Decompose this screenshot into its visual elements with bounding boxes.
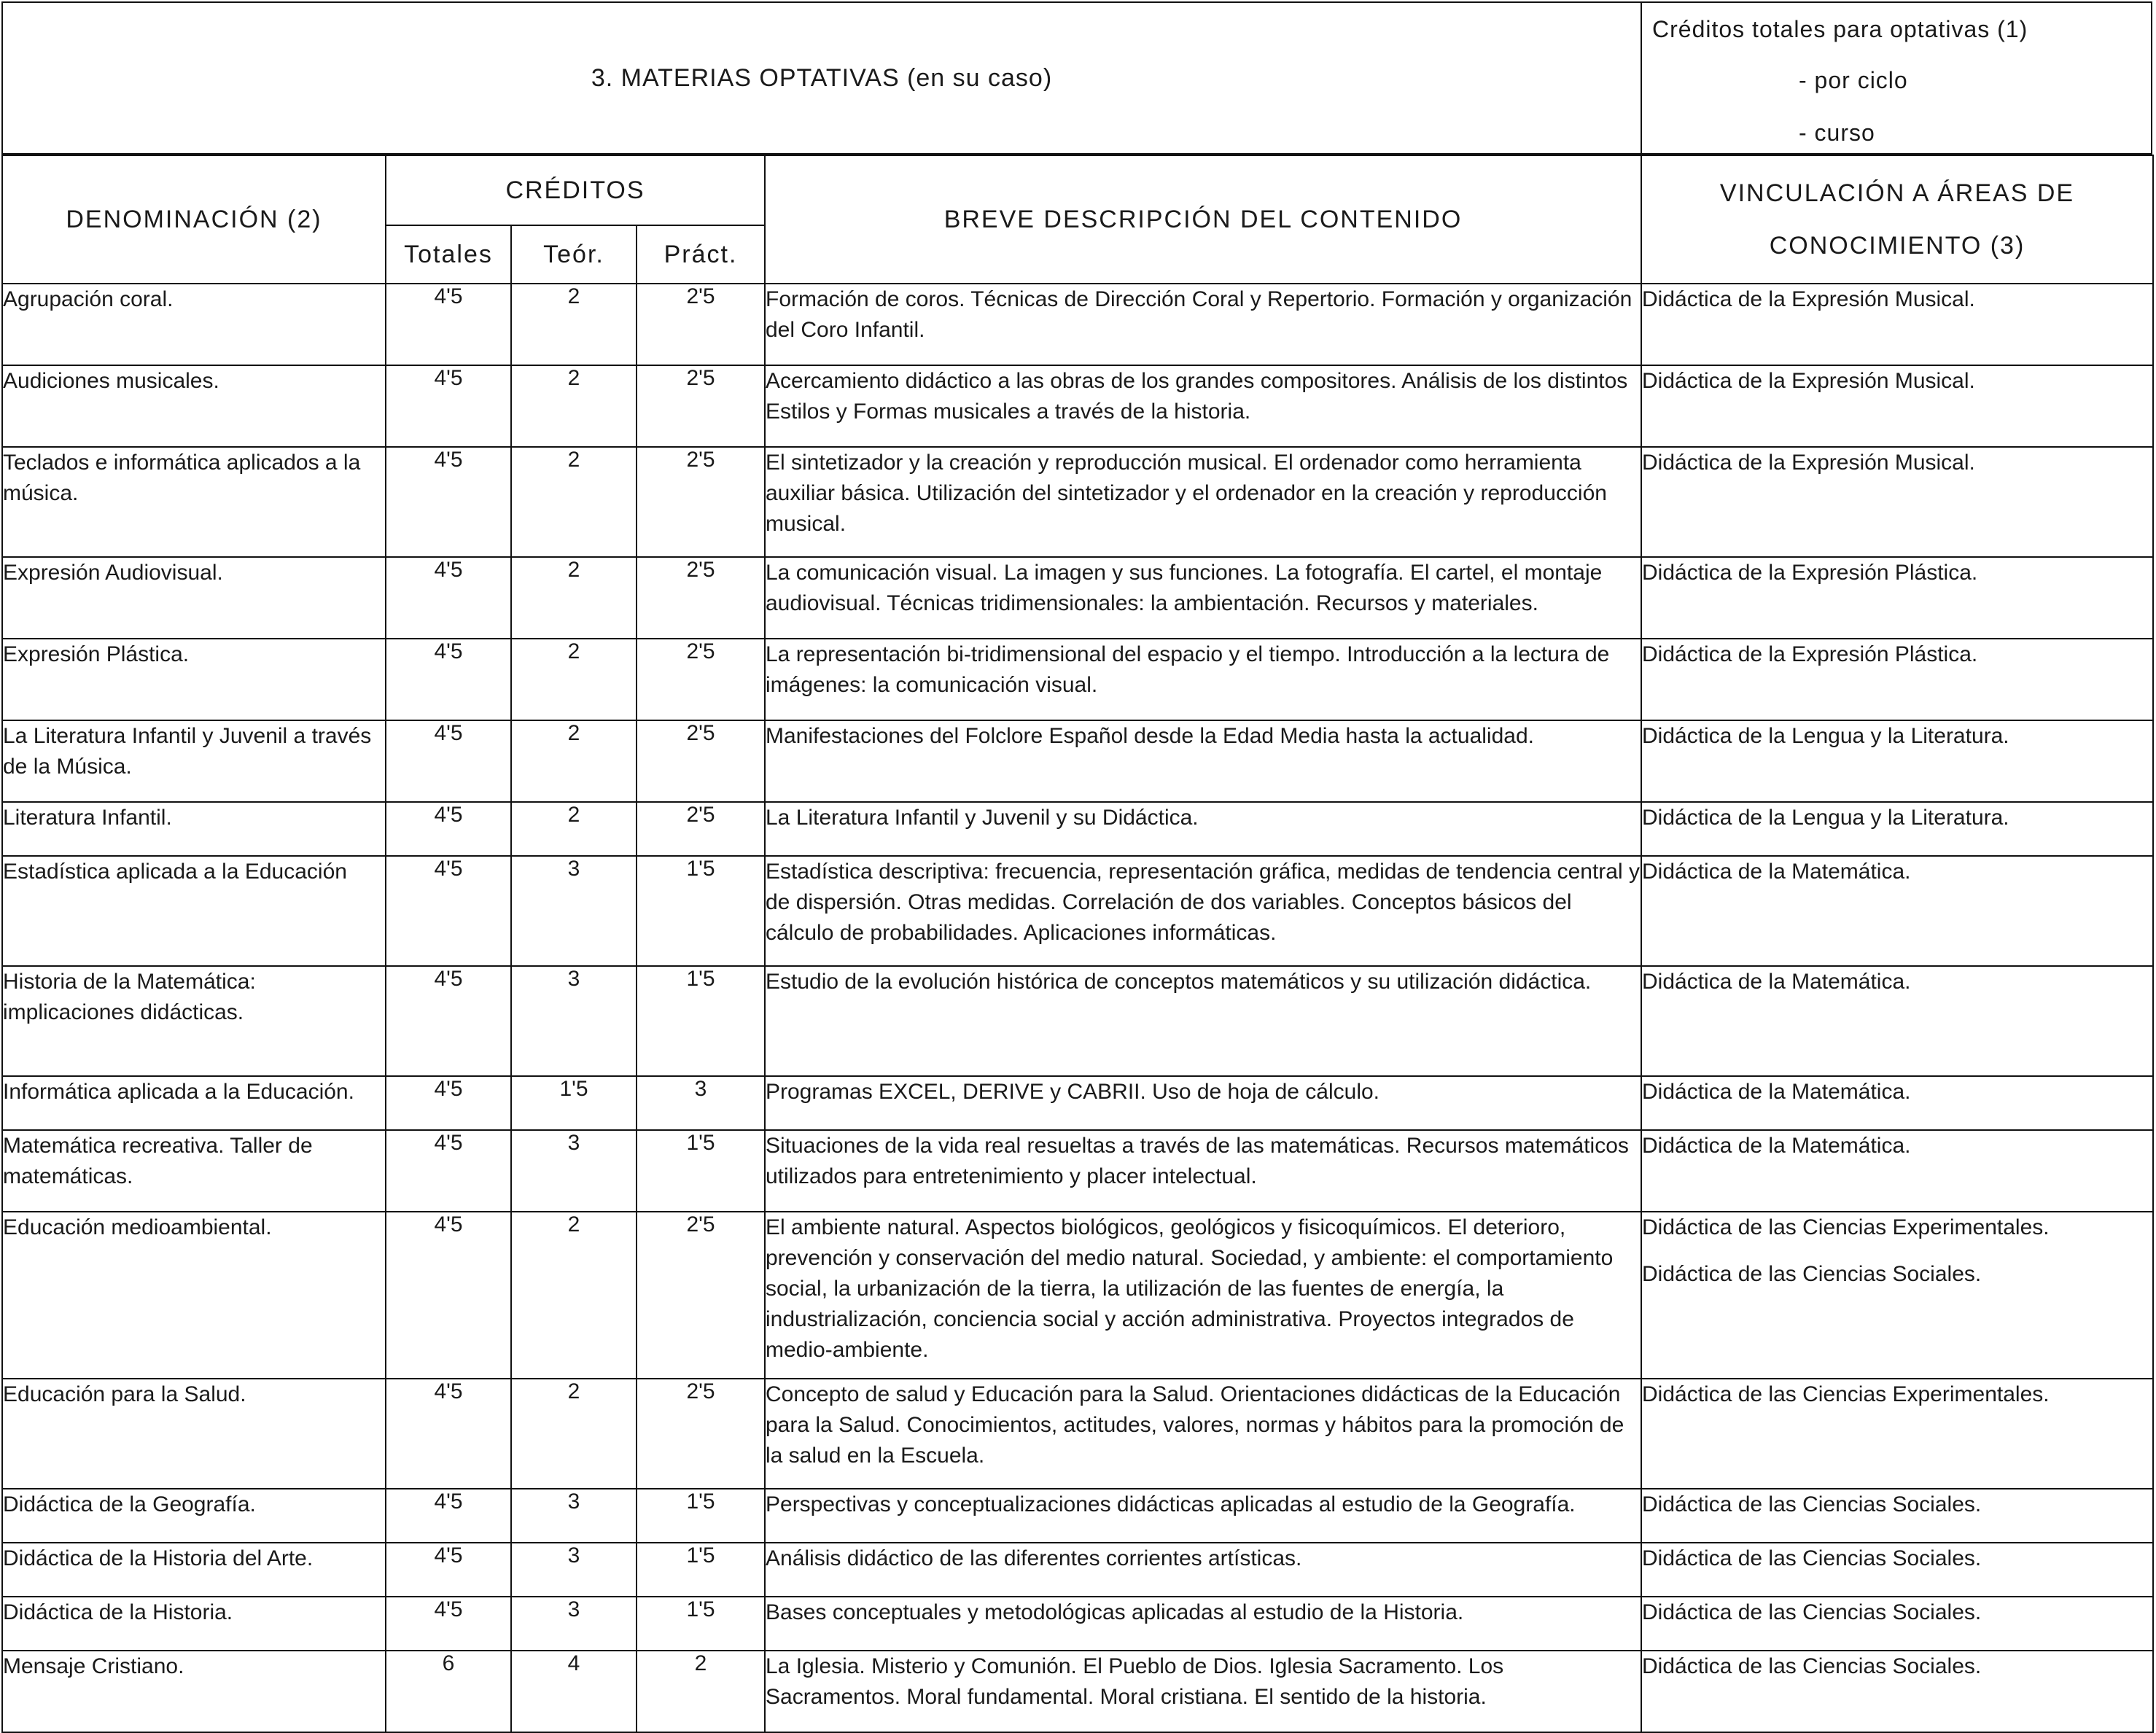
- knowledge-areas: [1641, 1543, 2153, 1597]
- subject-name: Historia de la Matemática: implicaciones didácticas.: [2, 966, 386, 1076]
- subject-name: Teclados e informática aplicados a la música.: [2, 447, 386, 557]
- credits-practice: 2'5: [637, 284, 765, 365]
- content-description: Bases conceptuales y metodológicas aplicadas al estudio de la Historia.: [765, 1597, 1641, 1651]
- table-row: [2, 639, 2153, 720]
- knowledge-areas: [1641, 856, 2153, 966]
- knowledge-area: Didáctica de la Matemática.: [1642, 1080, 1911, 1104]
- credits-practice: 1'5: [637, 966, 765, 1076]
- knowledge-areas: [1641, 557, 2153, 639]
- credits-total: 4'5: [386, 720, 511, 802]
- credits-theory: 3: [511, 856, 637, 966]
- subject-name: Mensaje Cristiano.: [2, 1651, 386, 1732]
- credits-theory: 2: [511, 639, 637, 720]
- credits-per-course: - curso: [1799, 120, 1875, 146]
- table-row: [2, 1597, 2153, 1651]
- table-row: [2, 365, 2153, 447]
- col-header-denominacion: DENOMINACIÓN (2): [2, 155, 386, 284]
- credits-practice: 1'5: [637, 1543, 765, 1597]
- table-row: [2, 557, 2153, 639]
- subject-name: La Literatura Infantil y Juvenil a través de la Música.: [2, 720, 386, 802]
- knowledge-areas: [1641, 447, 2153, 557]
- content-description: Análisis didáctico de las diferentes corrientes artísticas.: [765, 1543, 1641, 1597]
- table-row: [2, 1212, 2153, 1379]
- credits-practice: 2'5: [637, 557, 765, 639]
- knowledge-area: Didáctica de la Matemática.: [1642, 1134, 1911, 1158]
- credits-practice: 2'5: [637, 720, 765, 802]
- table-row: [2, 1130, 2153, 1212]
- table-row: [2, 1076, 2153, 1130]
- table-row: [2, 1489, 2153, 1543]
- knowledge-area: Didáctica de la Lengua y la Literatura.: [1642, 806, 2009, 830]
- content-description: Estadística descriptiva: frecuencia, representación gráfica, medidas de tendencia central y de dispersión. Otras medidas. Correlación de dos variables. Conceptos básicos del cálculo de probabilidades. Aplicaciones informáticas.: [765, 856, 1641, 966]
- table-row: [2, 284, 2153, 365]
- knowledge-area: Didáctica de la Expresión Musical.: [1642, 451, 1975, 475]
- credits-theory: 3: [511, 1597, 637, 1651]
- credits-practice: 1'5: [637, 1597, 765, 1651]
- knowledge-areas: [1641, 1130, 2153, 1212]
- knowledge-area: Didáctica de la Expresión Plástica.: [1642, 561, 1978, 585]
- credits-theory: 2: [511, 447, 637, 557]
- knowledge-area: Didáctica de las Ciencias Sociales.: [1642, 1492, 1982, 1516]
- credits-total: 4'5: [386, 1076, 511, 1130]
- vinculacion-line-1: VINCULACIÓN A ÁREAS DE: [1719, 179, 2075, 207]
- knowledge-areas: [1641, 1597, 2153, 1651]
- credits-total: 4'5: [386, 1543, 511, 1597]
- knowledge-area: Didáctica de las Ciencias Experimentales.: [1642, 1382, 2050, 1406]
- credits-theory: 2: [511, 1212, 637, 1379]
- credits-theory: 2: [511, 720, 637, 802]
- credits-total: 4'5: [386, 966, 511, 1076]
- content-description: La representación bi-tridimensional del espacio y el tiempo. Introducción a la lectura de imágenes: la comunicación visual.: [765, 639, 1641, 720]
- credits-theory: 2: [511, 802, 637, 856]
- col-header-totales: Totales: [386, 225, 511, 284]
- subject-name: Agrupación coral.: [2, 284, 386, 365]
- knowledge-area: Didáctica de las Ciencias Sociales.: [1642, 1600, 1982, 1624]
- knowledge-area: Didáctica de la Lengua y la Literatura.: [1642, 724, 2009, 748]
- content-description: Acercamiento didáctico a las obras de los grandes compositores. Análisis de los distintos Estilos y Formas musicales a través de la historia.: [765, 365, 1641, 447]
- subject-name: Didáctica de la Historia.: [2, 1597, 386, 1651]
- credits-practice: 1'5: [637, 1489, 765, 1543]
- credits-total: 4'5: [386, 365, 511, 447]
- content-description: La comunicación visual. La imagen y sus funciones. La fotografía. El cartel, el montaje audiovisual. Técnicas tridimensionales: la ambientación. Recursos y materiales.: [765, 557, 1641, 639]
- knowledge-area: Didáctica de la Expresión Musical.: [1642, 287, 1975, 311]
- subject-name: Matemática recreativa. Taller de matemáticas.: [2, 1130, 386, 1212]
- subject-name: Informática aplicada a la Educación.: [2, 1076, 386, 1130]
- credits-total: 4'5: [386, 1130, 511, 1212]
- credits-theory: 3: [511, 1489, 637, 1543]
- table-row: [2, 856, 2153, 966]
- subject-name: Expresión Plástica.: [2, 639, 386, 720]
- credits-practice: 2'5: [637, 447, 765, 557]
- credits-theory: 3: [511, 1130, 637, 1212]
- subject-name: Didáctica de la Geografía.: [2, 1489, 386, 1543]
- knowledge-area: Didáctica de las Ciencias Sociales.: [1642, 1546, 1982, 1570]
- credits-total: 4'5: [386, 1379, 511, 1489]
- subject-name: Expresión Audiovisual.: [2, 557, 386, 639]
- table-body: [2, 284, 2153, 1732]
- credits-total: 4'5: [386, 284, 511, 365]
- vinculacion-line-2: CONOCIMIENTO (3): [1769, 232, 2025, 260]
- knowledge-area: Didáctica de las Ciencias Sociales.: [1642, 1654, 1982, 1678]
- subject-name: Educación medioambiental.: [2, 1212, 386, 1379]
- credits-practice: 2'5: [637, 1379, 765, 1489]
- col-header-creditos: CRÉDITOS: [386, 155, 765, 225]
- credits-total: 4'5: [386, 447, 511, 557]
- section-title: 3. MATERIAS OPTATIVAS (en su caso): [3, 3, 1642, 153]
- subject-name: Estadística aplicada a la Educación: [2, 856, 386, 966]
- credits-title: Créditos totales para optativas (1): [1652, 16, 2028, 42]
- subject-name: Educación para la Salud.: [2, 1379, 386, 1489]
- credits-total: 4'5: [386, 639, 511, 720]
- knowledge-areas: [1641, 1651, 2153, 1732]
- credits-total: 4'5: [386, 1489, 511, 1543]
- table-row: [2, 1651, 2153, 1732]
- knowledge-area: Didáctica de las Ciencias Sociales.: [1642, 1262, 1982, 1286]
- credits-total: 4'5: [386, 856, 511, 966]
- table-row: [2, 1379, 2153, 1489]
- credits-practice: 3: [637, 1076, 765, 1130]
- table-row: [2, 802, 2153, 856]
- credits-practice: 2'5: [637, 1212, 765, 1379]
- subject-name: Audiciones musicales.: [2, 365, 386, 447]
- subjects-table: [1, 155, 2154, 1733]
- col-header-descripcion: BREVE DESCRIPCIÓN DEL CONTENIDO: [765, 155, 1641, 284]
- knowledge-areas: [1641, 1379, 2153, 1489]
- table-row: [2, 720, 2153, 802]
- col-header-vinculacion: [1641, 155, 2153, 284]
- content-description: El sintetizador y la creación y reproducción musical. El ordenador como herramienta auxiliar básica. Utilización del sintetizador y el ordenador en la creación y reproducción musical.: [765, 447, 1641, 557]
- content-description: La Iglesia. Misterio y Comunión. El Pueblo de Dios. Iglesia Sacramento. Los Sacramentos. Moral fundamental. Moral cristiana. El sentido de la historia.: [765, 1651, 1641, 1732]
- subject-name: Didáctica de la Historia del Arte.: [2, 1543, 386, 1597]
- knowledge-areas: [1641, 1212, 2153, 1379]
- credits-theory: 2: [511, 557, 637, 639]
- table-row: [2, 966, 2153, 1076]
- content-description: Manifestaciones del Folclore Español desde la Edad Media hasta la actualidad.: [765, 720, 1641, 802]
- content-description: La Literatura Infantil y Juvenil y su Didáctica.: [765, 802, 1641, 856]
- col-header-teor: Teór.: [511, 225, 637, 284]
- credits-theory: 2: [511, 1379, 637, 1489]
- knowledge-area: Didáctica de la Expresión Plástica.: [1642, 642, 1978, 666]
- knowledge-areas: [1641, 1076, 2153, 1130]
- knowledge-area: Didáctica de la Expresión Musical.: [1642, 369, 1975, 393]
- content-description: Concepto de salud y Educación para la Salud. Orientaciones didácticas de la Educación para la Salud. Conocimientos, actitudes, valores, normas y hábitos para la promoción de la salud en la Escuela.: [765, 1379, 1641, 1489]
- credits-total: 4'5: [386, 1597, 511, 1651]
- credits-per-cycle: - por ciclo: [1799, 67, 1908, 93]
- content-description: El ambiente natural. Aspectos biológicos, geológicos y fisicoquímicos. El deterioro, prevención y conservación del medio natural. Sociedad, y ambiente: el comportamiento social, la urbanización de la tierra, la utilización de las fuentes de energía, la industrialización, conciencia social y acción administrativa. Proyectos integrados de medio-ambiente.: [765, 1212, 1641, 1379]
- table-row: [2, 1543, 2153, 1597]
- knowledge-area: Didáctica de la Matemática.: [1642, 860, 1911, 884]
- credits-theory: 2: [511, 284, 637, 365]
- content-description: Formación de coros. Técnicas de Dirección Coral y Repertorio. Formación y organización del Coro Infantil.: [765, 284, 1641, 365]
- subject-name: Literatura Infantil.: [2, 802, 386, 856]
- content-description: Situaciones de la vida real resueltas a través de las matemáticas. Recursos matemáticos utilizados para entretenimiento y placer intelectual.: [765, 1130, 1641, 1212]
- knowledge-areas: [1641, 1489, 2153, 1543]
- credits-practice: 1'5: [637, 1130, 765, 1212]
- knowledge-areas: [1641, 284, 2153, 365]
- credits-total: 4'5: [386, 802, 511, 856]
- total-credits-box: [1642, 3, 2151, 153]
- knowledge-areas: [1641, 365, 2153, 447]
- credits-total: 4'5: [386, 1212, 511, 1379]
- section-header: [1, 1, 2152, 155]
- table-row: [2, 447, 2153, 557]
- knowledge-areas: [1641, 639, 2153, 720]
- credits-total: 4'5: [386, 557, 511, 639]
- content-description: Estudio de la evolución histórica de conceptos matemáticos y su utilización didáctica.: [765, 966, 1641, 1076]
- credits-practice: 2'5: [637, 802, 765, 856]
- credits-theory: 4: [511, 1651, 637, 1732]
- credits-practice: 2'5: [637, 639, 765, 720]
- credits-total: 6: [386, 1651, 511, 1732]
- credits-practice: 1'5: [637, 856, 765, 966]
- content-description: Perspectivas y conceptualizaciones didácticas aplicadas al estudio de la Geografía.: [765, 1489, 1641, 1543]
- knowledge-area: Didáctica de las Ciencias Experimentales.: [1642, 1215, 2050, 1239]
- credits-practice: 2: [637, 1651, 765, 1732]
- knowledge-areas: [1641, 802, 2153, 856]
- credits-practice: 2'5: [637, 365, 765, 447]
- credits-theory: 3: [511, 1543, 637, 1597]
- content-description: Programas EXCEL, DERIVE y CABRII. Uso de hoja de cálculo.: [765, 1076, 1641, 1130]
- knowledge-areas: [1641, 720, 2153, 802]
- credits-theory: 2: [511, 365, 637, 447]
- knowledge-areas: [1641, 966, 2153, 1076]
- credits-theory: 1'5: [511, 1076, 637, 1130]
- col-header-pract: Práct.: [637, 225, 765, 284]
- credits-theory: 3: [511, 966, 637, 1076]
- knowledge-area: Didáctica de la Matemática.: [1642, 970, 1911, 994]
